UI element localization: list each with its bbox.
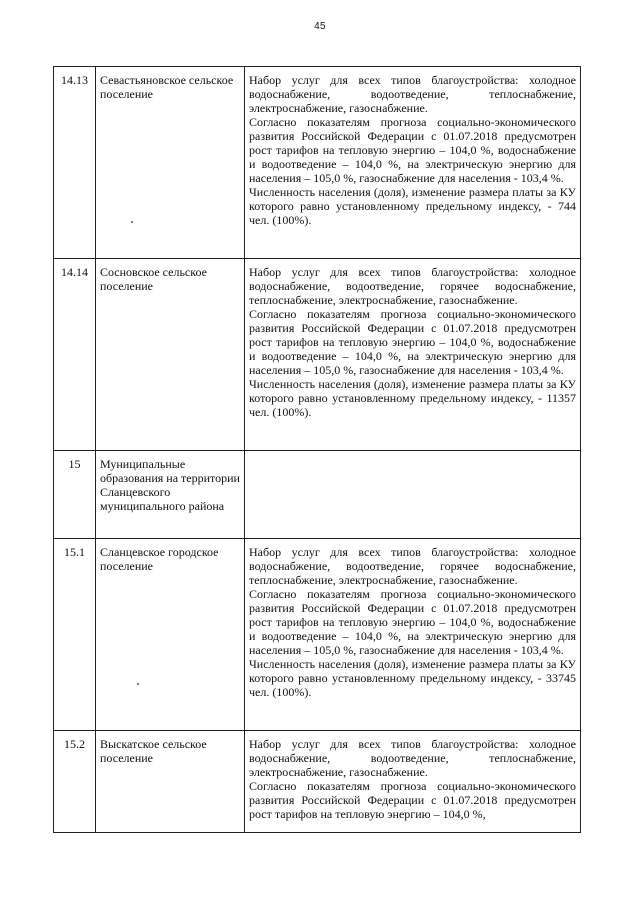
row-number-cell: 14.13 — [54, 67, 96, 259]
forecast-text: Согласно показателям прогноза социально-экономического развития Российской Федерации с 01.07.2018 предусмотрен рост тарифов на тепловую энергию – 104,0 %, водоснабжение и водоотведение – 104,0 %, на электрическую энергию для населения – 105,0 %, газоснабжение для населения - 103,4 %. — [249, 307, 576, 377]
municipality-name-cell: Севастьяновское сельское поселение — [96, 67, 245, 259]
municipal-tariff-table — [53, 66, 581, 833]
row-number-cell: 15.2 — [54, 731, 96, 833]
description-cell — [245, 259, 581, 451]
row-number-cell: 14.14 — [54, 259, 96, 451]
table-row — [54, 539, 581, 731]
table-row — [54, 451, 581, 539]
table-row — [54, 731, 581, 833]
forecast-text: Согласно показателям прогноза социально-экономического развития Российской Федерации с 01.07.2018 предусмотрен рост тарифов на тепловую энергию – 104,0 %, водоснабжение и водоотведение – 104,0 %, на электрическую энергию для населения – 105,0 %, газоснабжение для населения - 103,4 %. — [249, 115, 576, 185]
population-text: Численность населения (доля), изменение размера платы за КУ которого равно установленному предельному индексу, - 11357 чел. (100%). — [249, 377, 576, 419]
municipality-name-cell: Сосновское сельское поселение — [96, 259, 245, 451]
table-row — [54, 67, 581, 259]
municipality-name-cell: Муниципальные образования на территории Сланцевского муниципального района — [96, 451, 245, 539]
scan-speck — [131, 221, 133, 223]
page-number: 45 — [314, 21, 326, 32]
population-text: Численность населения (доля), изменение размера платы за КУ которого равно установленному предельному индексу, - 744 чел. (100%). — [249, 185, 576, 227]
services-text: Набор услуг для всех типов благоустройства: холодное водоснабжение, водоотведение, горячее водоснабжение, теплоснабжение, электроснабжение, газоснабжение. — [249, 265, 576, 307]
row-number-cell: 15.1 — [54, 539, 96, 731]
population-text: Численность населения (доля), изменение размера платы за КУ которого равно установленному предельному индексу, - 33745 чел. (100%). — [249, 657, 576, 699]
scan-speck — [137, 683, 139, 685]
description-cell-empty — [245, 451, 581, 539]
forecast-text: Согласно показателям прогноза социально-экономического развития Российской Федерации с 01.07.2018 предусмотрен рост тарифов на тепловую энергию – 104,0 %, — [249, 779, 576, 821]
description-cell — [245, 539, 581, 731]
description-cell — [245, 731, 581, 833]
municipality-name-cell: Сланцевское городское поселение — [96, 539, 245, 731]
table-row — [54, 259, 581, 451]
description-cell — [245, 67, 581, 259]
row-number-cell: 15 — [54, 451, 96, 539]
services-text: Набор услуг для всех типов благоустройства: холодное водоснабжение, водоотведение, теплоснабжение, электроснабжение, газоснабжение. — [249, 737, 576, 779]
services-text: Набор услуг для всех типов благоустройства: холодное водоснабжение, водоотведение, горячее водоснабжение, теплоснабжение, электроснабжение, газоснабжение. — [249, 545, 576, 587]
municipality-name-cell: Выскатское сельское поселение — [96, 731, 245, 833]
services-text: Набор услуг для всех типов благоустройства: холодное водоснабжение, водоотведение, теплоснабжение, электроснабжение, газоснабжение. — [249, 73, 576, 115]
forecast-text: Согласно показателям прогноза социально-экономического развития Российской Федерации с 01.07.2018 предусмотрен рост тарифов на тепловую энергию – 104,0 %, водоснабжение и водоотведение – 104,0 %, на электрическую энергию для населения – 105,0 %, газоснабжение для населения - 103,4 %. — [249, 587, 576, 657]
